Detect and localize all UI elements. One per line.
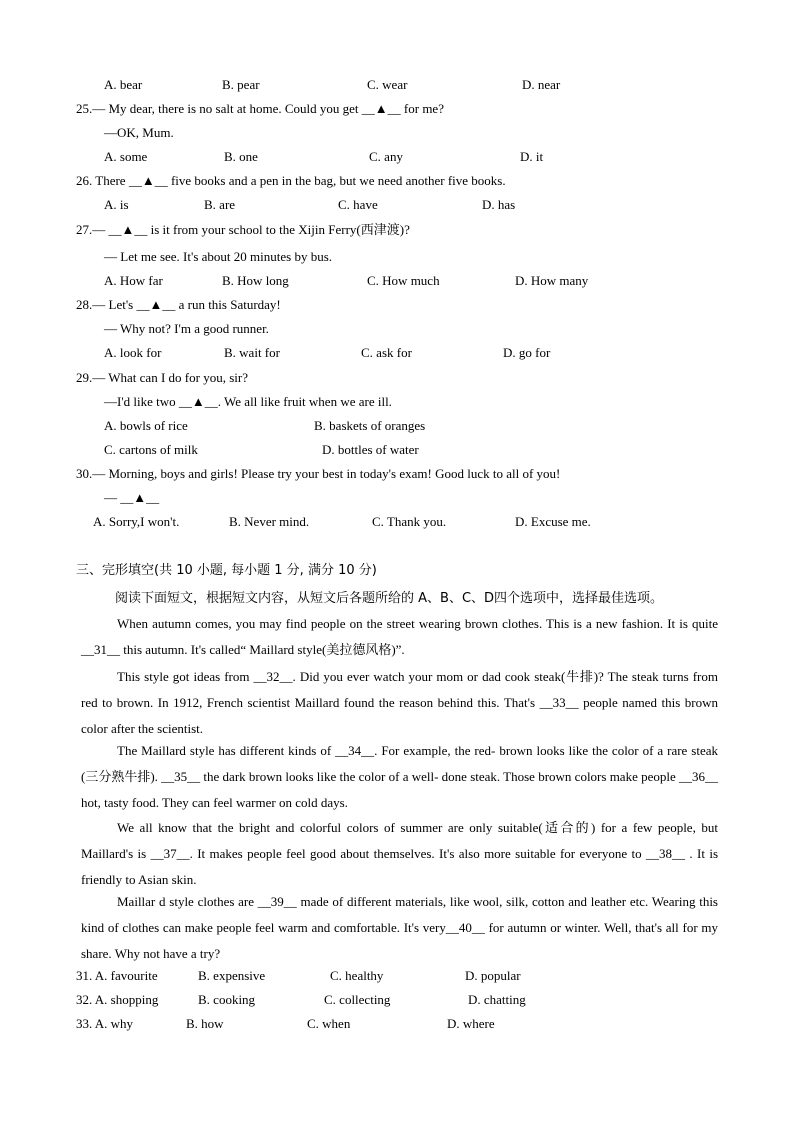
q26-option-a: A. is bbox=[104, 197, 129, 212]
q27-option-c: C. How much bbox=[367, 273, 440, 288]
q30-question: 30.— Morning, boys and girls! Please try your best in today's exam! Good luck to all of you! bbox=[76, 466, 561, 481]
q26-option-b: B. are bbox=[204, 197, 236, 212]
q33-option-c: C. when bbox=[307, 1016, 351, 1031]
q28-option-a: A. look for bbox=[104, 345, 162, 360]
q28-option-b: B. wait for bbox=[224, 345, 280, 360]
q30-option-a: A. Sorry,I won't. bbox=[93, 514, 180, 529]
q25-question: 25.— My dear, there is no salt at home. Could you get __▲__ for me? bbox=[76, 101, 444, 116]
q24-option-d: D. near bbox=[522, 77, 561, 92]
passage-paragraph-4: We all know that the bright and colorful colors of summer are only suitable(适合的) for a few people, but Maillard's is __37__. It makes people feel good about themselves. It's also more suitable for everyone to __38__ . It is friendly to Asian skin. bbox=[81, 820, 718, 887]
section-instruction: 阅读下面短文，根据短文内容，从短文后各题所给的 A、B、C、D四个选项中，选择最佳选项。 bbox=[115, 591, 664, 606]
q25-option-d: D. it bbox=[520, 149, 544, 164]
q27-option-a: A. How far bbox=[104, 273, 163, 288]
q25-option-b: B. one bbox=[224, 149, 258, 164]
q33-option-a: 33. A. why bbox=[76, 1016, 134, 1031]
q30-option-b: B. Never mind. bbox=[229, 514, 310, 529]
q29-question: 29.— What can I do for you, sir? bbox=[76, 370, 248, 385]
q33-option-b: B. how bbox=[186, 1016, 224, 1031]
q25-option-c: C. any bbox=[369, 149, 403, 164]
q27-answer: — Let me see. It's about 20 minutes by bus. bbox=[104, 249, 333, 264]
q26-option-d: D. has bbox=[482, 197, 516, 212]
q33-option-d: D. where bbox=[447, 1016, 495, 1031]
q27-option-b: B. How long bbox=[222, 273, 289, 288]
q27-option-d: D. How many bbox=[515, 273, 589, 288]
q24-option-a: A. bear bbox=[104, 77, 143, 92]
q29-option-a: A. bowls of rice bbox=[104, 418, 188, 433]
q31-option-c: C. healthy bbox=[330, 968, 384, 983]
q30-option-c: C. Thank you. bbox=[372, 514, 447, 529]
q28-question: 28.— Let's __▲__ a run this Saturday! bbox=[76, 297, 281, 312]
q29-answer: —I'd like two __▲__. We all like fruit when we are ill. bbox=[104, 394, 392, 409]
q27-question: 27.— __▲__ is it from your school to the Xijin Ferry(西津渡)? bbox=[76, 222, 410, 237]
q32-option-d: D. chatting bbox=[468, 992, 526, 1007]
section-title: 三、完形填空(共 10 小题, 每小题 1 分, 满分 10 分) bbox=[76, 563, 377, 578]
q31-option-d: D. popular bbox=[465, 968, 521, 983]
q25-option-a: A. some bbox=[104, 149, 148, 164]
q28-option-c: C. ask for bbox=[361, 345, 412, 360]
q30-option-d: D. Excuse me. bbox=[515, 514, 591, 529]
q24-option-b: B. pear bbox=[222, 77, 260, 92]
passage-paragraph-1: When autumn comes, you may find people on the street wearing brown clothes. This is a new fashion. It is quite __31__ this autumn. It's called“ Maillard style(美拉德风格)”. bbox=[81, 616, 718, 657]
q29-option-c: C. cartons of milk bbox=[104, 442, 198, 457]
q29-option-d: D. bottles of water bbox=[322, 442, 419, 457]
q29-option-b: B. baskets of oranges bbox=[314, 418, 426, 433]
q32-option-c: C. collecting bbox=[324, 992, 391, 1007]
q30-answer: — __▲__ bbox=[104, 490, 160, 505]
q26-question: 26. There __▲__ five books and a pen in the bag, but we need another five books. bbox=[76, 173, 506, 188]
passage-paragraph-3: The Maillard style has different kinds of __34__. For example, the red- brown looks like the color of a rare steak (三分熟牛排). __35__ the dark brown looks like the color of a well- done steak. Those brown colors make people __36__ hot, tasty food. They can feel warmer on cold days. bbox=[81, 743, 718, 810]
q26-option-c: C. have bbox=[338, 197, 378, 212]
q32-option-a: 32. A. shopping bbox=[76, 992, 159, 1007]
q25-answer: —OK, Mum. bbox=[104, 125, 174, 140]
q28-option-d: D. go for bbox=[503, 345, 551, 360]
q28-answer: — Why not? I'm a good runner. bbox=[104, 321, 269, 336]
q32-option-b: B. cooking bbox=[198, 992, 256, 1007]
q31-option-a: 31. A. favourite bbox=[76, 968, 158, 983]
passage-paragraph-2: This style got ideas from __32__. Did you ever watch your mom or dad cook steak(牛排)? The steak turns from red to brown. In 1912, French scientist Maillard found the reason behind this. That's __33__ people named this brown color after the scientist. bbox=[81, 669, 718, 736]
q31-option-b: B. expensive bbox=[198, 968, 266, 983]
q24-option-c: C. wear bbox=[367, 77, 408, 92]
passage-paragraph-5: Maillar d style clothes are __39__ made of different materials, like wool, silk, cotton and leather etc. Wearing this kind of clothes can make people feel warm and comfortable. It's very__40__ for autumn or winter. Well, that's all for my share. Why not have a try? bbox=[81, 894, 718, 961]
